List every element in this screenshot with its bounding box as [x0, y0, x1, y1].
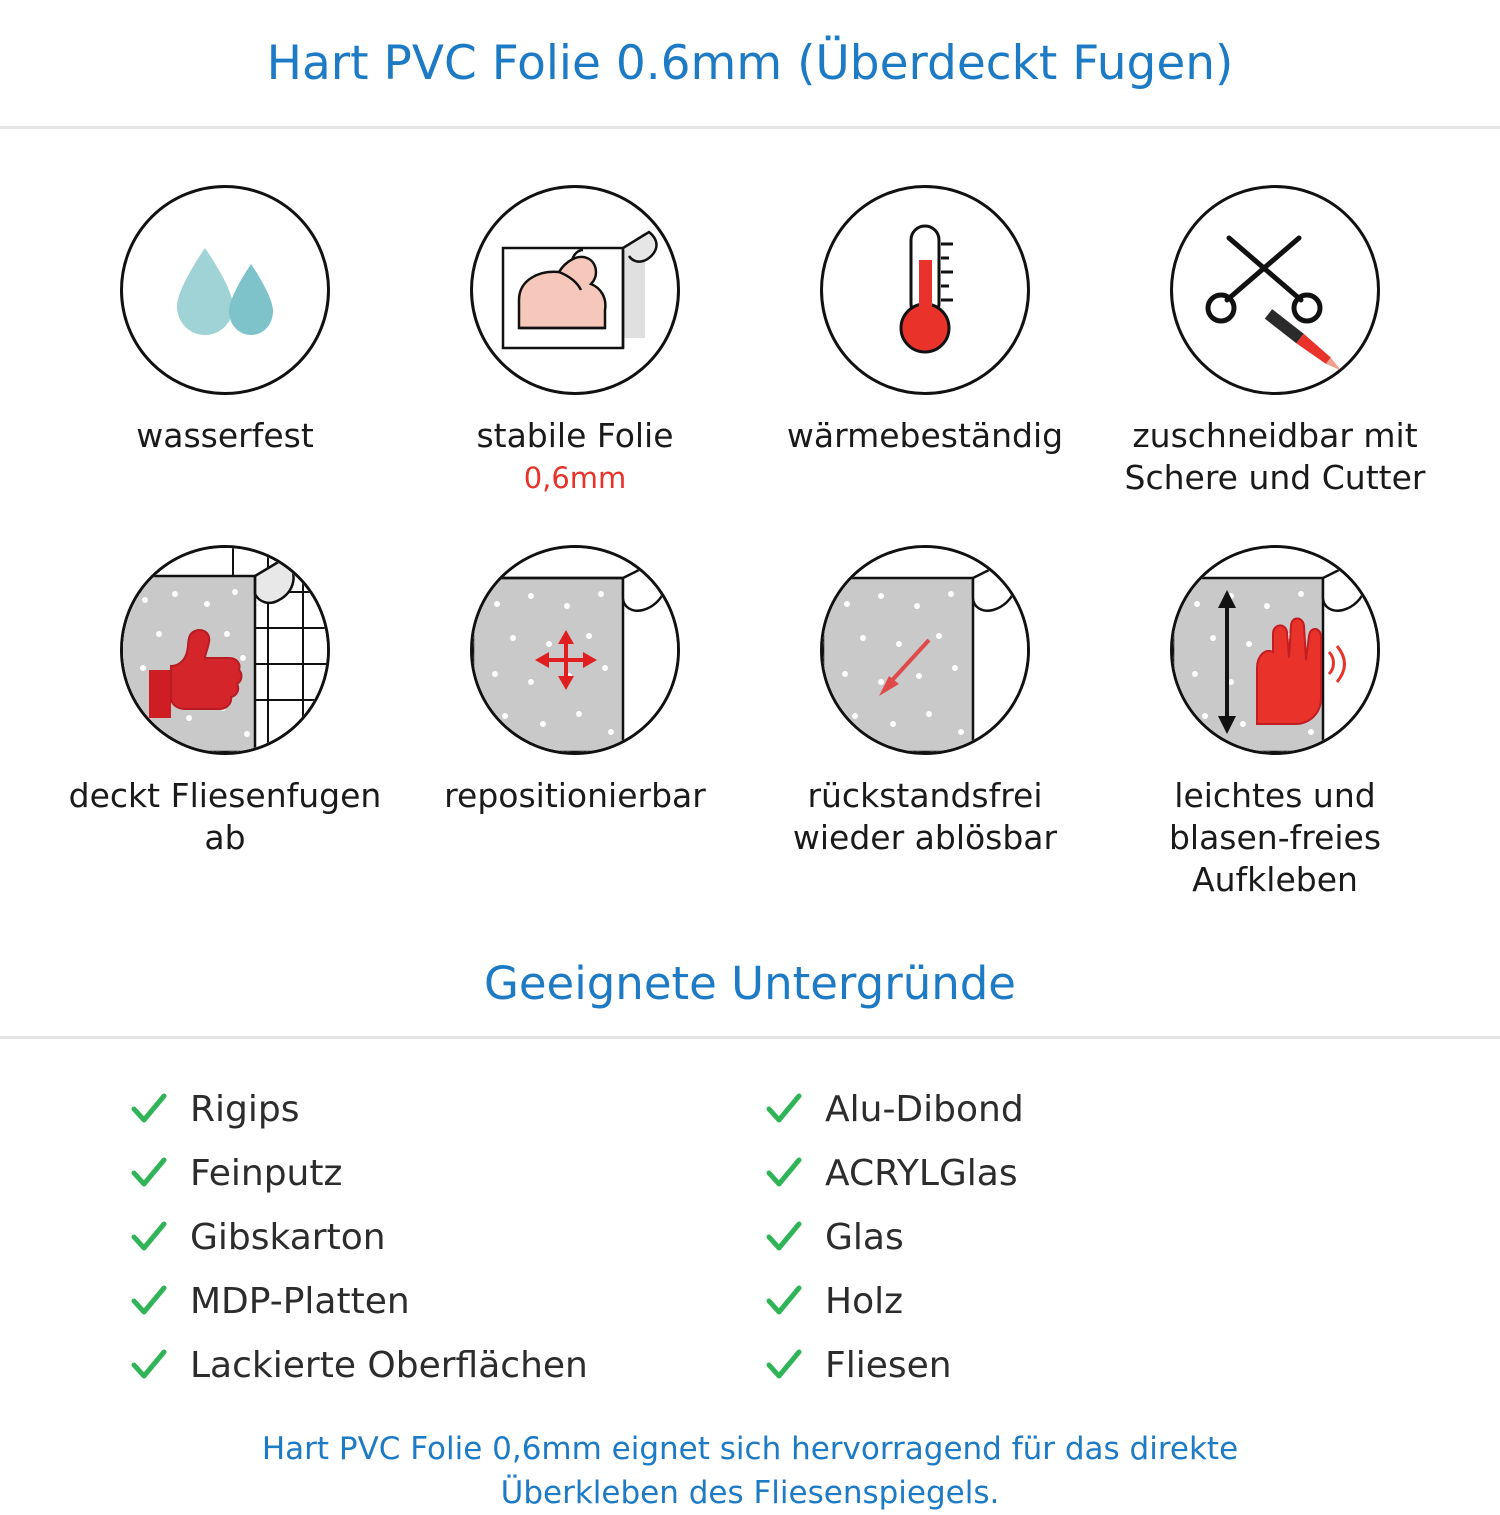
- page-title: Hart PVC Folie 0.6mm (Überdeckt Fugen): [266, 35, 1234, 91]
- check-icon: [765, 1090, 803, 1128]
- substrate-label: Alu-Dibond: [825, 1088, 1024, 1130]
- features-grid: [0, 129, 1500, 903]
- substrate-label: ACRYLGlas: [825, 1152, 1018, 1194]
- substrate-label: Rigips: [190, 1088, 300, 1130]
- substrates-heading-bar: [0, 957, 1500, 1039]
- footer-line-2: Überkleben des Fliesenspiegels.: [500, 1475, 1000, 1511]
- feature-label: deckt Fliesenfugen ab: [68, 776, 382, 857]
- feature-wasserfest: [50, 185, 400, 501]
- feature-label: zuschneidbar mit Schere und Cutter: [1124, 416, 1426, 497]
- check-icon: [130, 1346, 168, 1384]
- feature-zuschneidbar: [1100, 185, 1450, 501]
- substrate-label: Glas: [825, 1216, 904, 1258]
- list-item: [130, 1209, 745, 1265]
- substrate-label: MDP-Platten: [190, 1280, 410, 1322]
- substrate-label: Gibskarton: [190, 1216, 386, 1258]
- header-bar: [0, 0, 1500, 129]
- substrates-column-right: [765, 1081, 1380, 1393]
- feature-sublabel: 0,6mm: [523, 461, 627, 495]
- list-item: [765, 1209, 1380, 1265]
- substrate-label: Holz: [825, 1280, 903, 1322]
- move-arrows-icon: [470, 545, 680, 755]
- check-icon: [765, 1346, 803, 1384]
- check-icon: [765, 1154, 803, 1192]
- flexed-arm-foil-icon: [470, 185, 680, 395]
- list-item: [765, 1081, 1380, 1137]
- substrates-heading: Geeignete Untergründe: [483, 957, 1016, 1010]
- substrate-label: Fliesen: [825, 1344, 952, 1386]
- feature-label: leichtes und blasen-freies Aufkleben: [1168, 776, 1382, 899]
- feature-blasenfreies-aufkleben: [1100, 545, 1450, 903]
- thumbs-up-tiles-icon: [120, 545, 330, 755]
- list-item: [130, 1081, 745, 1137]
- list-item: [765, 1273, 1380, 1329]
- substrates-list: [0, 1081, 1500, 1393]
- feature-label: rückstandsfrei wieder ablösbar: [792, 776, 1058, 857]
- check-icon: [130, 1090, 168, 1128]
- feature-label: wärmebeständig: [786, 416, 1064, 455]
- list-item: [130, 1337, 745, 1393]
- water-drops-icon: [120, 185, 330, 395]
- check-icon: [130, 1154, 168, 1192]
- feature-repositionierbar: [400, 545, 750, 903]
- scissors-cutter-icon: [1170, 185, 1380, 395]
- substrates-column-left: [130, 1081, 745, 1393]
- check-icon: [130, 1282, 168, 1320]
- list-item: [130, 1145, 745, 1201]
- footer-note: [0, 1427, 1500, 1515]
- thermometer-icon: [820, 185, 1030, 395]
- feature-waermebestaendig: [750, 185, 1100, 501]
- feature-deckt-fliesenfugen: [50, 545, 400, 903]
- list-item: [765, 1145, 1380, 1201]
- check-icon: [130, 1218, 168, 1256]
- list-item: [130, 1273, 745, 1329]
- feature-label: stabile Folie: [476, 416, 674, 455]
- feature-rueckstandsfrei: [750, 545, 1100, 903]
- substrate-label: Feinputz: [190, 1152, 343, 1194]
- feature-stabile-folie: [400, 185, 750, 501]
- peel-arrow-icon: [820, 545, 1030, 755]
- substrate-label: Lackierte Oberflächen: [190, 1344, 588, 1386]
- footer-line-1: Hart PVC Folie 0,6mm eignet sich hervorragend für das direkte: [261, 1431, 1239, 1467]
- check-icon: [765, 1218, 803, 1256]
- feature-label: repositionierbar: [444, 776, 706, 815]
- check-icon: [765, 1282, 803, 1320]
- feature-label: wasserfest: [136, 416, 314, 455]
- hand-smoothing-icon: [1170, 545, 1380, 755]
- list-item: [765, 1337, 1380, 1393]
